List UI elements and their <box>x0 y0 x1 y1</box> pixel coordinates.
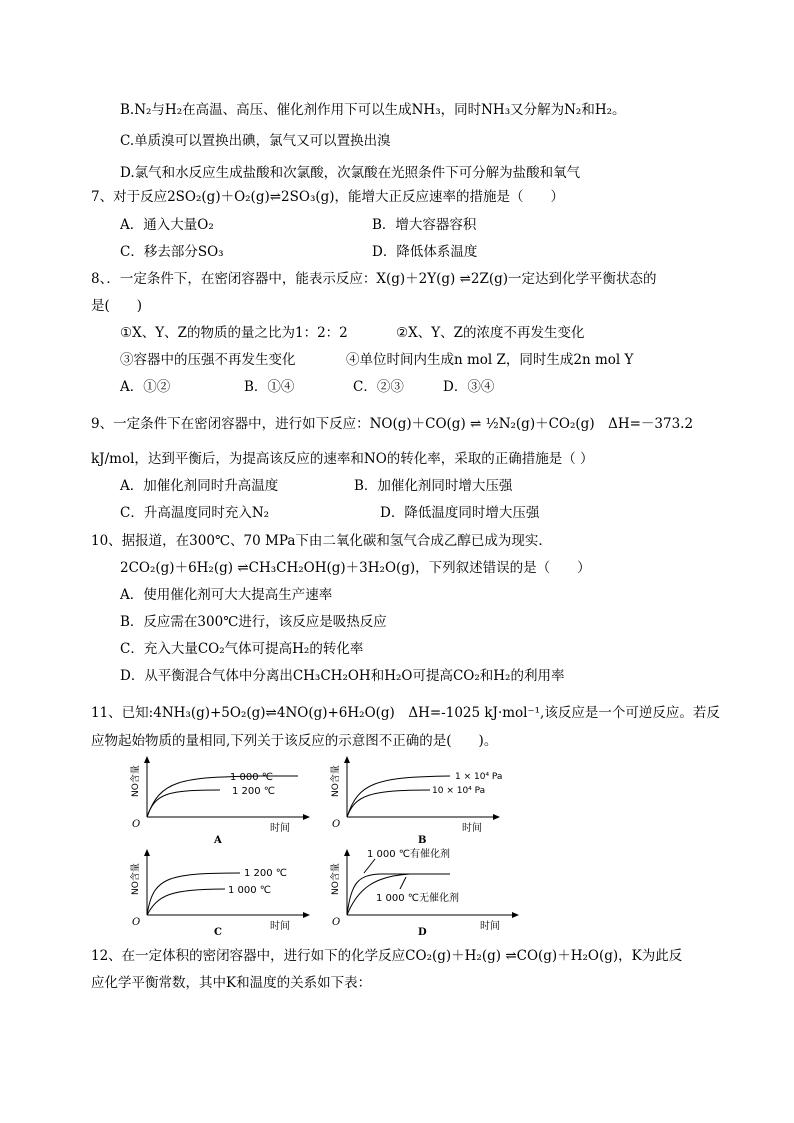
graph-d-xlabel: 时间 <box>480 921 500 932</box>
graph-d <box>320 843 520 935</box>
q10-option-d: D．从平衡混合气体中分离出CH₃CH₂OH和H₂O可提高CO₂和H₂的利用率 <box>120 668 565 684</box>
graph-d-curve2-label: 1 000 ℃无催化剂 <box>376 893 460 904</box>
q8-option-b: B．①④ <box>244 379 295 395</box>
q7-option-d: D．降低体系温度 <box>372 244 478 260</box>
question-11-line2: 应物起始物质的量相同,下列关于该反应的示意图不正确的是( )。 <box>91 733 498 749</box>
q9-option-a: A．加催化剂同时升高温度 <box>120 478 279 494</box>
option-b-n2-h2: B.N₂与H₂在高温、高压、催化剂作用下可以生成NH₃，同时NH₃又分解为N₂和H₂。 <box>120 102 626 118</box>
q8-statement-2: ②X、Y、Z的浓度不再发生变化 <box>396 325 585 341</box>
q9-option-d: D．降低温度同时增大压强 <box>380 505 540 521</box>
graph-b-curve1-label: 1 × 10⁴ Pa <box>455 772 503 782</box>
q7-option-a: A．通入大量O₂ <box>120 217 214 233</box>
graph-c-curve2-label: 1 000 ℃ <box>228 885 272 896</box>
option-d-chlorine: D.氯气和水反应生成盐酸和次氯酸，次氯酸在光照条件下可分解为盐酸和氧气 <box>120 165 581 181</box>
graph-b-xlabel: 时间 <box>462 823 482 834</box>
q8-statement-1: ①X、Y、Z的物质的量之比为1：2：2 <box>120 325 348 341</box>
graph-c <box>120 843 320 935</box>
q8-statement-3: ③容器中的压强不再发生变化 <box>120 352 296 368</box>
question-10-line2: 2CO₂(g)＋6H₂(g) ⇌CH₃CH₂OH(g)＋3H₂O(g)，下列叙述错误的是（ ） <box>120 560 591 576</box>
graph-a-xlabel: 时间 <box>270 823 290 834</box>
question-9-line1: 9、一定条件下在密闭容器中，进行如下反应：NO(g)＋CO(g) ⇌ ½N₂(g)＋CO₂(g) ΔH=－373.2 <box>91 416 694 432</box>
graph-b-curve2-label: 10 × 10⁴ Pa <box>432 786 486 796</box>
question-12-line1: 12、在一定体积的密闭容器中，进行如下的化学反应CO₂(g)＋H₂(g) ⇌CO(g)＋H₂O(g)，K为此反 <box>91 948 683 964</box>
graph-b-label: B <box>418 835 427 846</box>
graph-c-curve1-label: 1 200 ℃ <box>244 868 288 879</box>
graph-c-ylabel: NO含量 <box>131 863 141 895</box>
option-c-bromine: C.单质溴可以置换出碘，氯气又可以置换出溴 <box>120 133 391 149</box>
graph-d-origin: O <box>332 917 341 928</box>
graph-c-origin: O <box>132 917 141 928</box>
graph-c-label: C <box>214 927 222 935</box>
q8-option-d: D．③④ <box>443 379 495 395</box>
q10-option-c: C．充入大量CO₂气体可提高H₂的转化率 <box>120 641 364 657</box>
graph-d-label: D <box>418 927 427 935</box>
graph-a-curve1-label: 1 000 ℃ <box>230 772 274 783</box>
graph-a-origin: O <box>132 819 141 830</box>
question-8-line1: 8、．一定条件下，在密闭容器中，能表示反应：X(g)＋2Y(g) ⇌2Z(g)一定达到化学平衡状态的 <box>91 271 657 287</box>
q7-option-b: B．增大容器容积 <box>372 217 477 233</box>
graph-a-ylabel: NO含量 <box>131 765 141 797</box>
graph-d-curve1-label: 1 000 ℃有催化剂 <box>367 849 451 860</box>
graph-a-label: A <box>214 835 222 846</box>
q9-option-c: C．升高温度同时充入N₂ <box>120 505 270 521</box>
q10-option-b: B．反应需在300℃进行，该反应是吸热反应 <box>120 614 387 630</box>
question-11-line1: 11、已知:4NH₃(g)+5O₂(g)⇌4NO(g)+6H₂O(g) ΔH=-1025 kJ·mol⁻¹,该反应是一个可逆反应。若反 <box>91 705 720 721</box>
q9-option-b: B．加催化剂同时增大压强 <box>354 478 513 494</box>
graph-b-origin: O <box>332 819 341 830</box>
graph-b-ylabel: NO含量 <box>331 765 341 797</box>
graph-b <box>320 755 520 847</box>
q8-option-c: C．②③ <box>353 379 404 395</box>
graph-c-xlabel: 时间 <box>270 921 290 932</box>
graph-a <box>120 755 320 847</box>
q7-option-c: C．移去部分SO₃ <box>120 244 224 260</box>
q8-option-a: A．①② <box>120 379 171 395</box>
graph-a-curve2-label: 1 200 ℃ <box>232 786 276 797</box>
graph-d-ylabel: NO含量 <box>331 863 341 895</box>
question-9-line2: kJ/mol，达到平衡后，为提高该反应的速率和NO的转化率，采取的正确措施是（ ） <box>91 451 594 467</box>
q8-statement-4: ④单位时间内生成n mol Z，同时生成2n mol Y <box>346 352 634 368</box>
question-8-line2: 是( ) <box>91 298 143 314</box>
question-10-line1: 10、据报道，在300℃、70 MPa下由二氧化碳和氢气合成乙醇已成为现实． <box>91 533 552 549</box>
question-12-line2: 应化学平衡常数，其中K和温度的关系如下表： <box>91 975 372 991</box>
q10-option-a: A．使用催化剂可大大提高生产速率 <box>120 587 333 603</box>
question-7: 7、对于反应2SO₂(g)＋O₂(g)⇌2SO₃(g)，能增大正反应速率的措施是（ ） <box>91 189 565 205</box>
